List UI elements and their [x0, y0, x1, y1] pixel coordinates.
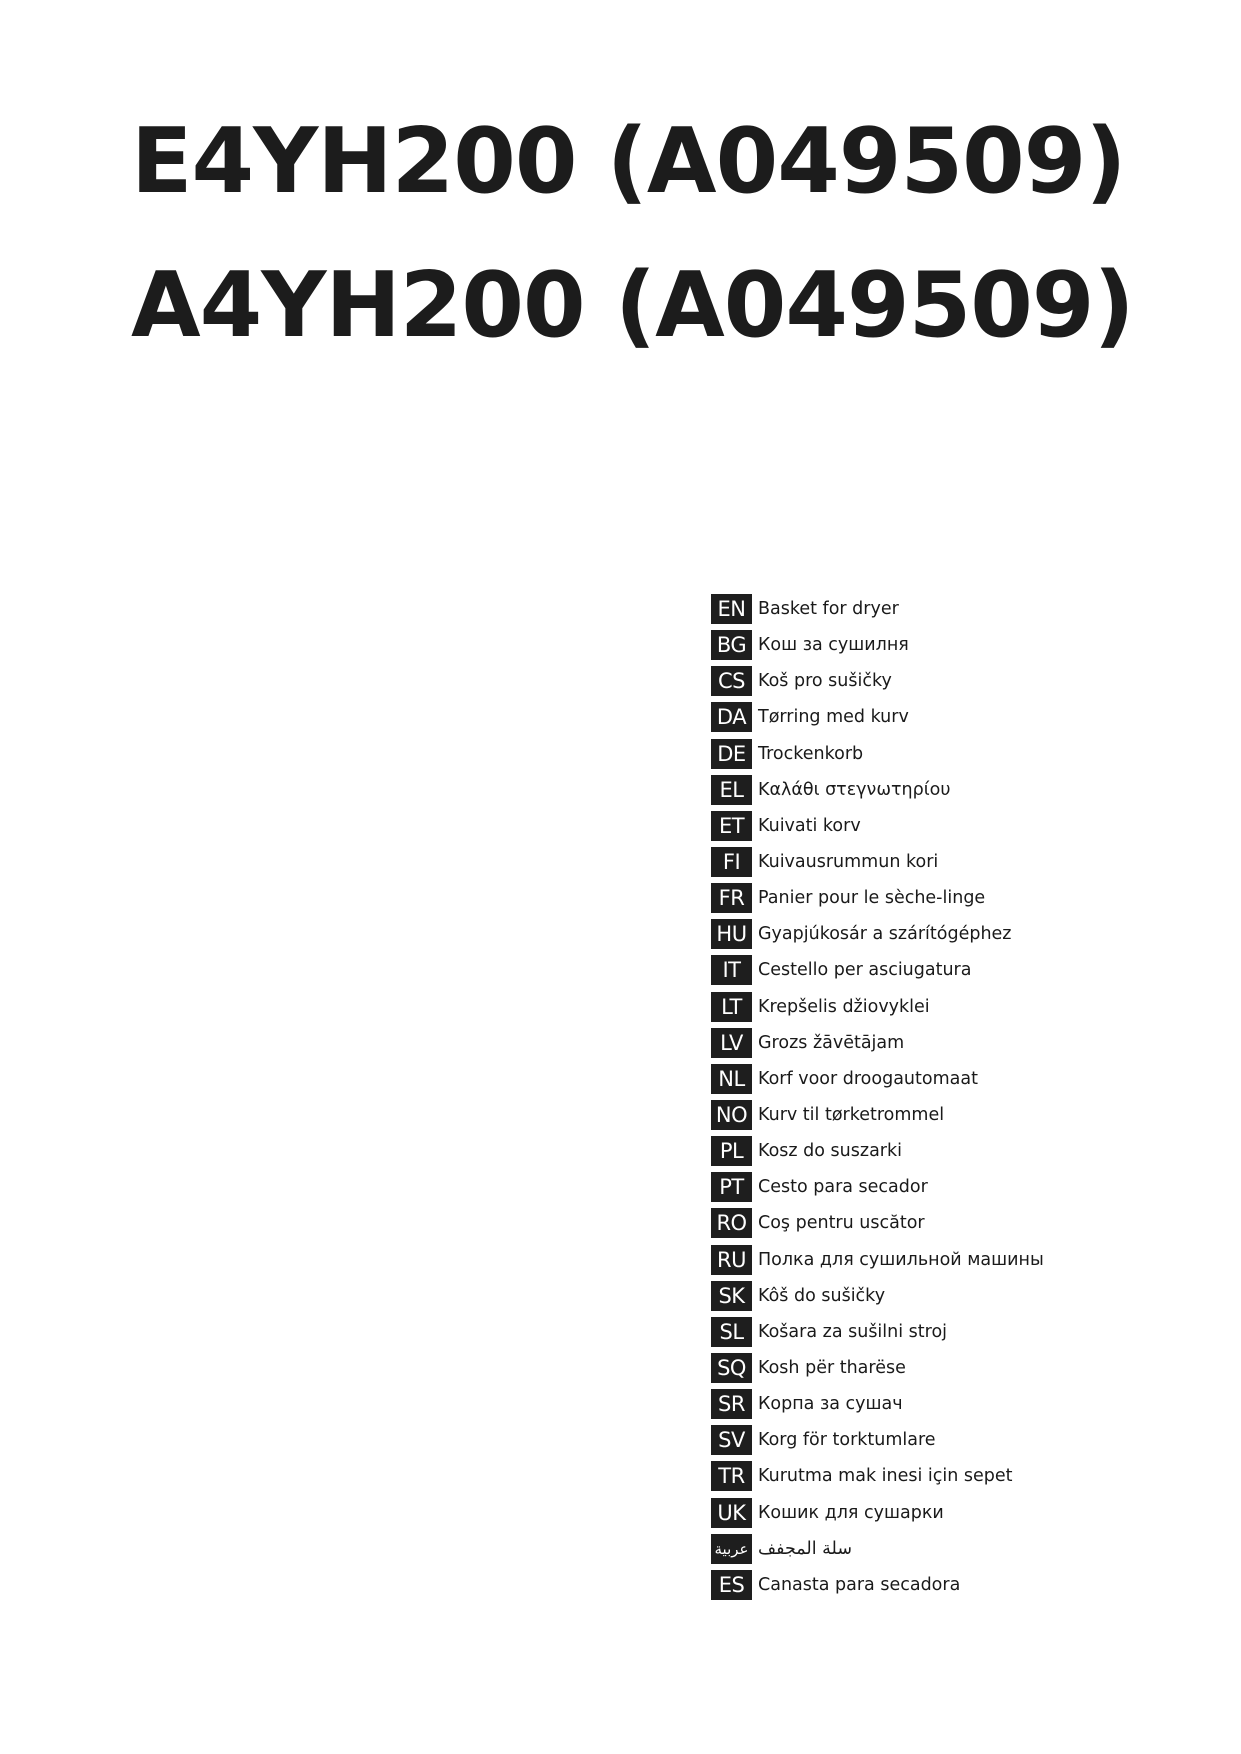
language-code-badge: SL [711, 1317, 752, 1347]
language-code-badge: BG [711, 630, 752, 660]
language-label: Kurv til tørketrommel [758, 1105, 945, 1126]
language-code-badge: SR [711, 1389, 752, 1419]
language-label: Кошик для сушарки [758, 1502, 944, 1523]
language-code-badge: UK [711, 1498, 752, 1528]
language-row-fr [711, 880, 1044, 916]
language-label: Tørring med kurv [758, 707, 909, 728]
language-label: Корпа за сушач [758, 1394, 903, 1415]
language-row-nl [711, 1061, 1044, 1097]
language-row-es [711, 1567, 1044, 1603]
language-code-badge: DA [711, 702, 752, 732]
model-titles [131, 109, 1134, 358]
language-code-badge: عربية [711, 1534, 752, 1564]
language-row-tr [711, 1458, 1044, 1494]
language-label: Полка для сушильной машины [758, 1249, 1044, 1270]
language-label: Kôš do sušičky [758, 1285, 886, 1306]
language-label: Krepšelis džiovyklei [758, 996, 930, 1017]
language-label: Grozs žāvētājam [758, 1032, 905, 1053]
language-label: Kuivausrummun kori [758, 852, 939, 873]
language-row-lv [711, 1025, 1044, 1061]
language-row-da [711, 699, 1044, 735]
language-row-el [711, 772, 1044, 808]
language-row-pt [711, 1169, 1044, 1205]
language-label: Kuivati korv [758, 815, 861, 836]
language-code-badge: IT [711, 955, 752, 985]
language-code-badge: HU [711, 919, 752, 949]
language-code-badge: RU [711, 1245, 752, 1275]
language-row-hu [711, 916, 1044, 952]
language-label: Cestello per asciugatura [758, 960, 972, 981]
language-code-badge: SV [711, 1425, 752, 1455]
language-label: Gyapjúkosár a szárítógéphez [758, 924, 1012, 945]
language-label: سلة المجفف [758, 1538, 852, 1559]
model-title-line-2: A4YH200 (A049509) [131, 253, 1134, 358]
language-code-badge: EL [711, 775, 752, 805]
language-label: Korg för torktumlare [758, 1430, 936, 1451]
language-label: Kurutma mak inesi için sepet [758, 1466, 1013, 1487]
language-label: Kosh për tharëse [758, 1358, 906, 1379]
language-row-sq [711, 1350, 1044, 1386]
language-row-sk [711, 1278, 1044, 1314]
language-label: Cesto para secador [758, 1177, 928, 1198]
model-title-line-1: E4YH200 (A049509) [131, 109, 1126, 214]
language-label: Кош за сушилня [758, 635, 909, 656]
language-label: Korf voor droogautomaat [758, 1068, 978, 1089]
language-code-badge: EN [711, 594, 752, 624]
language-row-ru [711, 1242, 1044, 1278]
language-code-badge: CS [711, 666, 752, 696]
language-row-sr [711, 1386, 1044, 1422]
language-code-badge: FI [711, 847, 752, 877]
language-label: Trockenkorb [758, 743, 864, 764]
language-row-sv [711, 1422, 1044, 1458]
language-code-badge: LT [711, 992, 752, 1022]
language-row-no [711, 1097, 1044, 1133]
language-code-badge: PL [711, 1136, 752, 1166]
language-code-badge: ES [711, 1570, 752, 1600]
language-row-it [711, 952, 1044, 988]
language-row-lt [711, 989, 1044, 1025]
language-row-et [711, 808, 1044, 844]
language-row-bg [711, 627, 1044, 663]
language-label: Καλάθι στεγνωτηρίου [758, 779, 951, 800]
language-code-badge: DE [711, 739, 752, 769]
language-code-badge: LV [711, 1028, 752, 1058]
language-row-ar [711, 1531, 1044, 1567]
language-row-cs [711, 663, 1044, 699]
language-label: Canasta para secadora [758, 1574, 961, 1595]
language-code-badge: PT [711, 1172, 752, 1202]
language-code-badge: NO [711, 1100, 752, 1130]
language-label: Coş pentru uscător [758, 1213, 925, 1234]
language-row-en [711, 591, 1044, 627]
language-code-badge: RO [711, 1208, 752, 1238]
language-row-sl [711, 1314, 1044, 1350]
language-label: Koš pro sušičky [758, 671, 892, 692]
language-row-uk [711, 1495, 1044, 1531]
language-label: Panier pour le sèche-linge [758, 888, 986, 909]
language-label: Kosz do suszarki [758, 1141, 902, 1162]
language-row-fi [711, 844, 1044, 880]
language-code-badge: FR [711, 883, 752, 913]
language-code-badge: ET [711, 811, 752, 841]
language-list [711, 591, 1044, 1603]
language-code-badge: SQ [711, 1353, 752, 1383]
language-row-ro [711, 1205, 1044, 1241]
language-row-de [711, 736, 1044, 772]
language-label: Košara za sušilni stroj [758, 1321, 948, 1342]
language-code-badge: SK [711, 1281, 752, 1311]
language-code-badge: TR [711, 1461, 752, 1491]
language-label: Basket for dryer [758, 599, 899, 620]
language-row-pl [711, 1133, 1044, 1169]
language-code-badge: NL [711, 1064, 752, 1094]
